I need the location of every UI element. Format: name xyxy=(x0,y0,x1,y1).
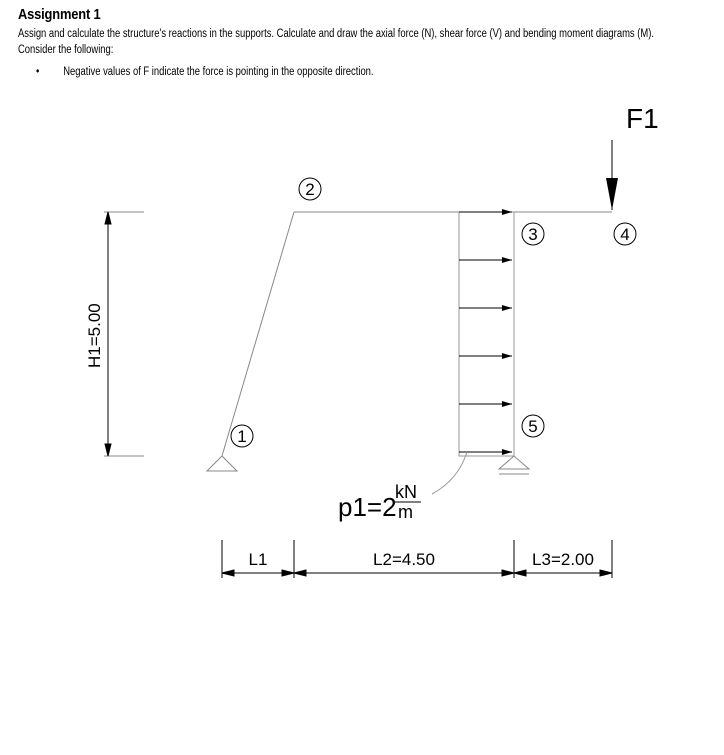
load-area xyxy=(459,212,514,456)
instruction-line-2: Consider the following: xyxy=(18,44,114,56)
point-load-f1 xyxy=(606,103,659,210)
node-5 xyxy=(522,415,544,437)
load-label xyxy=(338,482,421,522)
svg-text:4: 4 xyxy=(620,225,630,244)
assignment-title: Assignment 1 xyxy=(18,6,101,23)
svg-text:2: 2 xyxy=(305,180,315,199)
horizontal-dimensions xyxy=(222,540,612,578)
svg-text:1: 1 xyxy=(237,427,247,446)
svg-text:5: 5 xyxy=(528,417,538,436)
force-label: F1 xyxy=(626,103,659,134)
node-3 xyxy=(522,223,544,245)
support-pinned xyxy=(207,456,237,471)
bullet-text: Negative values of F indicate the force is pointing in the opposite direction. xyxy=(63,66,374,78)
member-1-2 xyxy=(222,212,294,456)
instruction-line-1: Assign and calculate the structure's reactions in the supports. Calculate and draw the axial force (N), shear force (V) and bending moment diagrams (M). xyxy=(18,28,655,40)
load-label-main: p1=2 xyxy=(338,492,397,522)
node-2 xyxy=(299,178,321,200)
load-unit-den: m xyxy=(398,502,413,522)
load-leader-line xyxy=(432,452,467,494)
dim-l3: L3=2.00 xyxy=(532,550,594,569)
distributed-load xyxy=(432,212,514,494)
height-label: H1=5.00 xyxy=(85,303,104,368)
frame-members xyxy=(222,212,612,456)
dim-l2: L2=4.50 xyxy=(373,550,435,569)
load-arrows xyxy=(459,212,512,452)
dim-l1: L1 xyxy=(248,550,268,569)
support-roller xyxy=(499,456,529,474)
height-dimension xyxy=(85,212,144,456)
svg-text:3: 3 xyxy=(528,225,538,244)
node-4 xyxy=(614,223,636,245)
bullet-dot: • xyxy=(36,66,40,78)
node-1 xyxy=(231,425,253,447)
load-unit-num: kN xyxy=(395,482,417,502)
